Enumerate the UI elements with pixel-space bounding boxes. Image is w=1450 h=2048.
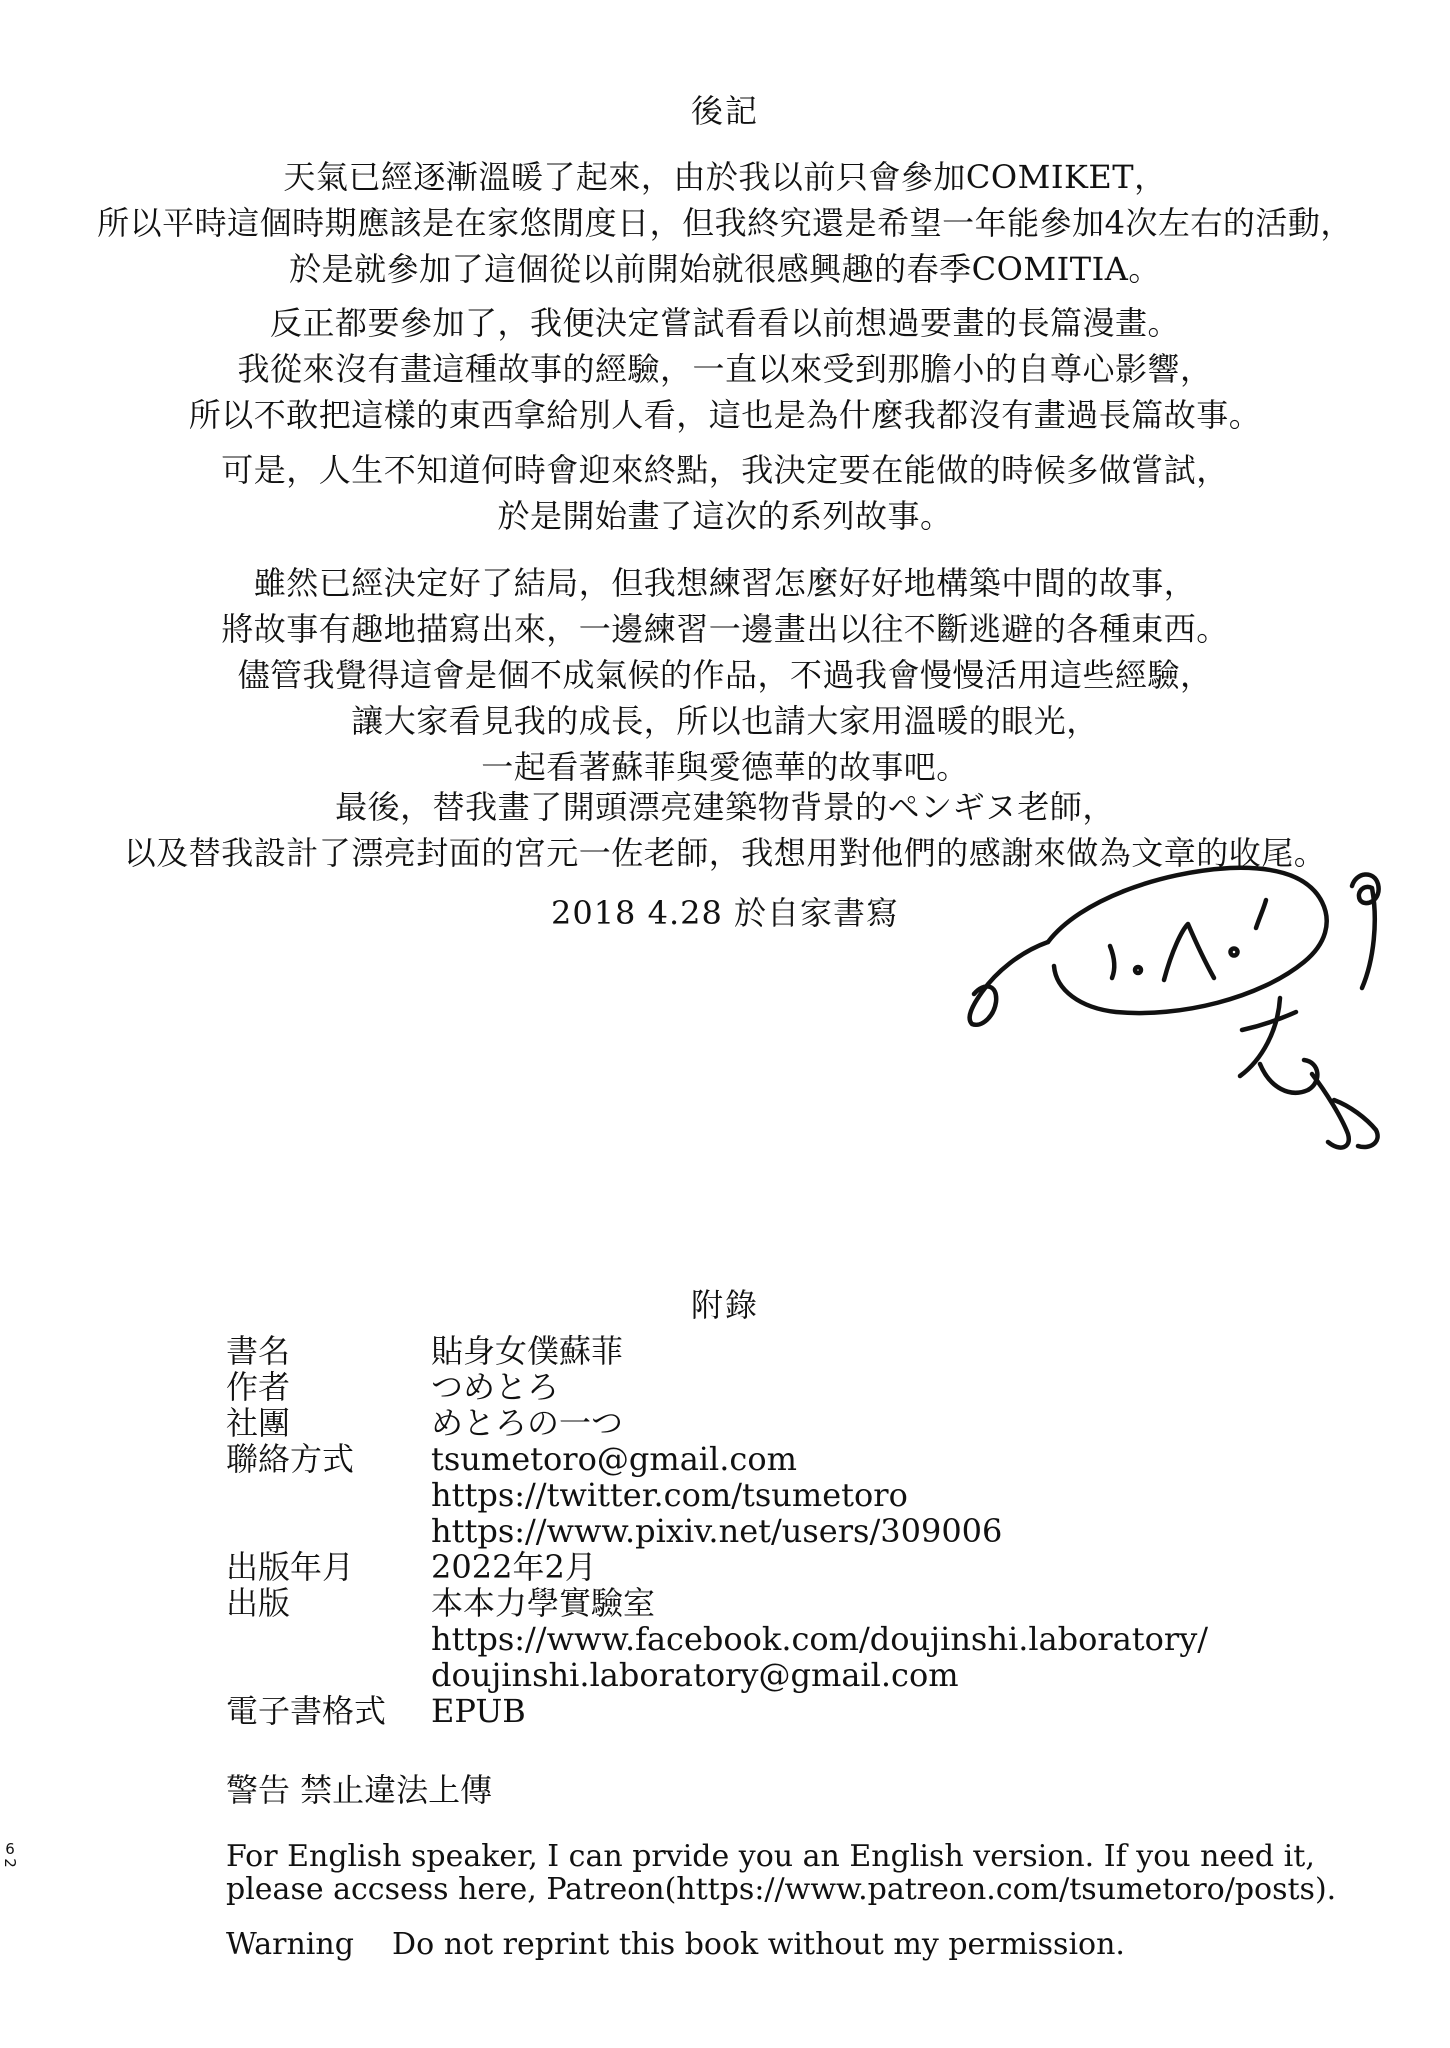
colophon-row-contact-cont xyxy=(226,1477,1376,1513)
paragraph-line: 讓大家看見我的成長，所以也請大家用溫暖的眼光， xyxy=(351,702,1099,740)
afterword-paragraph-4 xyxy=(60,560,1390,790)
english-note-line: For English speaker, I can prvide you an English version. If you need it, xyxy=(226,1839,1315,1874)
colophon-label: 聯絡方式 xyxy=(226,1440,355,1478)
colophon-row-contact xyxy=(226,1441,1376,1477)
paragraph-line: 可是，人生不知道何時會迎來終點，我決定要在能做的時候多做嘗試， xyxy=(221,451,1229,489)
colophon-row-format xyxy=(226,1693,1376,1729)
contact-twitter: https://twitter.com/tsumetoro xyxy=(431,1476,908,1514)
paragraph-line: 於是開始畫了這次的系列故事。 xyxy=(497,497,953,535)
colophon-row-date xyxy=(226,1549,1376,1585)
english-note-line: please accsess here, Patreon(https://www.patreon.com/tsumetoro/posts). xyxy=(226,1872,1337,1907)
colophon-row-author xyxy=(226,1369,1376,1405)
paragraph-line: 反正都要參加了，我便決定嘗試看看以前想過要畫的長篇漫畫。 xyxy=(269,304,1180,342)
colophon-row-circle xyxy=(226,1405,1376,1441)
colophon-value: 本本力學實驗室 xyxy=(431,1584,656,1622)
paragraph-line: 所以不敢把這樣的東西拿給別人看，這也是為什麼我都沒有畫過長篇故事。 xyxy=(188,396,1262,434)
afterword-paragraph-2 xyxy=(60,300,1390,438)
paragraph-line: 於是就參加了這個從以前開始就很感興趣的春季COMITIA。 xyxy=(289,250,1161,288)
colophon-label: 出版年月 xyxy=(226,1548,355,1586)
page-number: 6 2 xyxy=(1,1840,19,1868)
paragraph-line: 雖然已經決定好了結局，但我想練習怎麼好好地構築中間的故事， xyxy=(253,564,1197,602)
colophon-row-contact-cont xyxy=(226,1513,1376,1549)
publisher-email: doujinshi.laboratory@gmail.com xyxy=(431,1656,959,1694)
warning-english: Warning Do not reprint this book without my permission. xyxy=(226,1927,1125,1962)
colophon-value: EPUB xyxy=(431,1692,526,1730)
contact-pixiv: https://www.pixiv.net/users/309006 xyxy=(431,1512,1003,1550)
afterword-paragraph-3 xyxy=(60,447,1390,539)
colophon-table xyxy=(226,1333,1376,1729)
paragraph-line: 最後，替我畫了開頭漂亮建築物背景的ペンギヌ老師， xyxy=(335,788,1115,826)
warning-chinese: 警告 禁止違法上傳 xyxy=(226,1771,493,1809)
appendix-title: 附錄 xyxy=(690,1286,759,1324)
afterword-paragraph-1 xyxy=(60,154,1390,292)
contact-email: tsumetoro@gmail.com xyxy=(431,1440,797,1478)
colophon-label: 出版 xyxy=(226,1584,291,1622)
afterword-title: 後記 xyxy=(690,92,759,130)
paragraph-line: 將故事有趣地描寫出來，一邊練習一邊畫出以往不斷逃避的各種東西。 xyxy=(221,610,1229,648)
paragraph-line: 天氣已經逐漸溫暖了起來，由於我以前只會參加COMIKET， xyxy=(283,158,1167,196)
colophon-row-publisher-cont xyxy=(226,1621,1376,1657)
paragraph-line: 所以平時這個時期應該是在家悠閒度日，但我終究還是希望一年能參加4次左右的活動， xyxy=(97,204,1353,242)
colophon-label: 作者 xyxy=(226,1368,291,1406)
paragraph-line: 一起看著蘇菲與愛德華的故事吧。 xyxy=(481,748,969,786)
colophon-label: 電子書格式 xyxy=(226,1692,387,1730)
colophon-label: 社團 xyxy=(226,1404,291,1442)
english-note xyxy=(226,1840,1376,1906)
paragraph-line: 我從來沒有畫這種故事的經驗，一直以來受到那膽小的自尊心影響， xyxy=(237,350,1213,388)
afterword-date: 2018 4.28 於自家書寫 xyxy=(550,894,900,932)
paragraph-line: 儘管我覺得這會是個不成氣候的作品，不過我會慢慢活用這些經驗， xyxy=(237,656,1213,694)
colophon-row-publisher-cont xyxy=(226,1657,1376,1693)
paragraph-line: 以及替我設計了漂亮封面的宮元一佐老師，我想用對他們的感謝來做為文章的收尾。 xyxy=(123,834,1327,872)
publisher-facebook: https://www.facebook.com/doujinshi.laboratory/ xyxy=(431,1620,1209,1658)
colophon-value: 貼身女僕蘇菲 xyxy=(431,1332,624,1370)
colophon-row-publisher xyxy=(226,1585,1376,1621)
signature-doodle xyxy=(960,860,1440,1190)
colophon-value: めとろの一つ xyxy=(431,1404,624,1442)
colophon-label: 書名 xyxy=(226,1332,291,1370)
colophon-row-title xyxy=(226,1333,1376,1369)
colophon-value: つめとろ xyxy=(431,1368,560,1406)
colophon-value: 2022年2月 xyxy=(431,1548,597,1586)
